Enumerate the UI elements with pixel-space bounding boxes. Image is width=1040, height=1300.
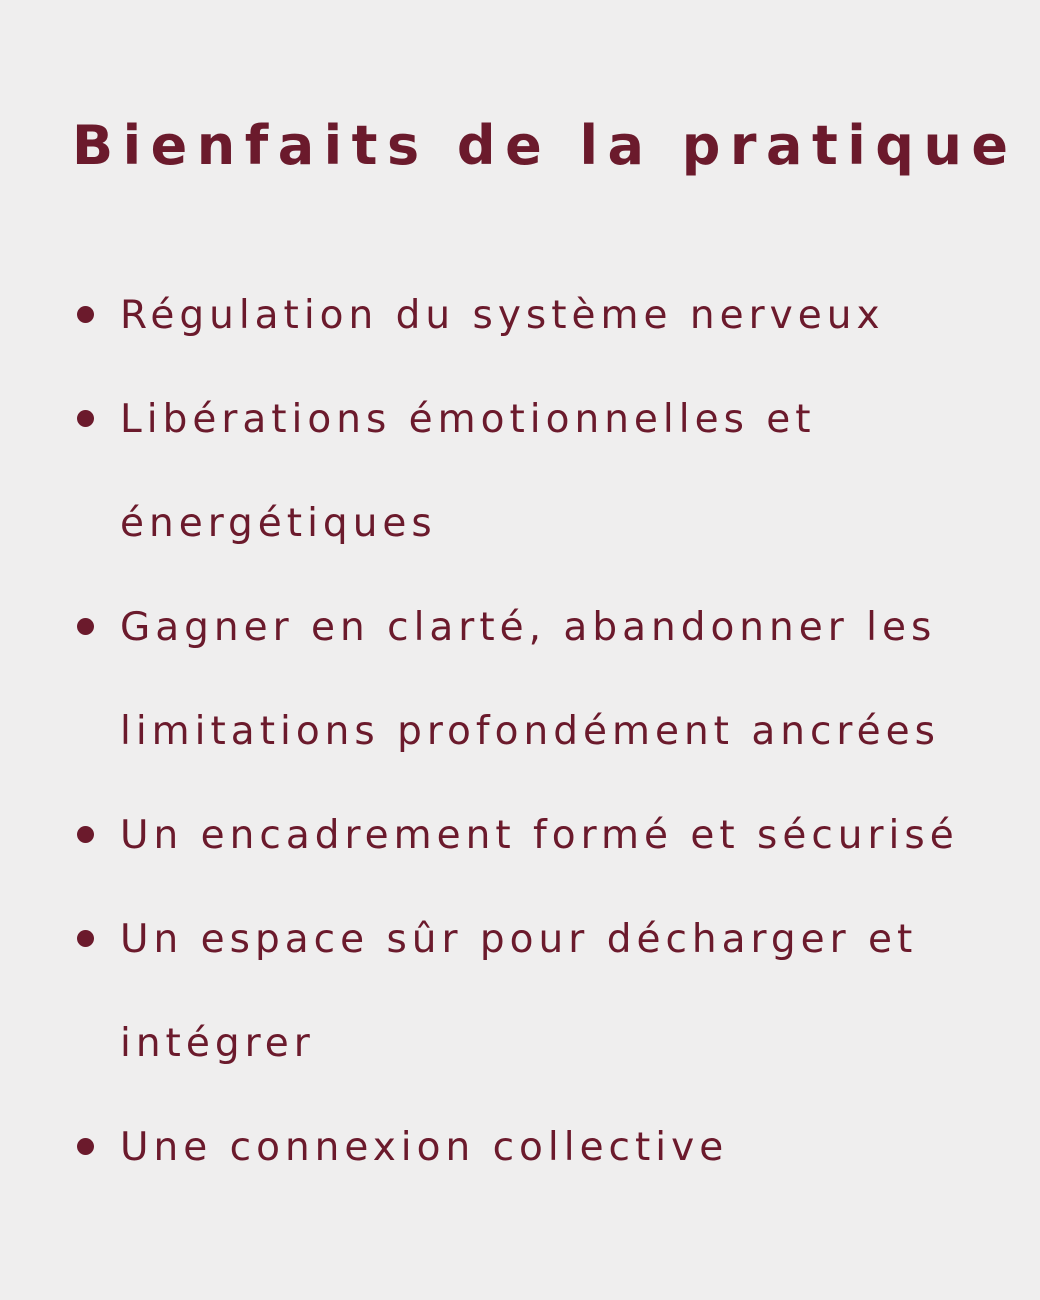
- list-item: [72, 784, 1002, 888]
- benefit-text: Libérations émotionnelles et énergétiques: [120, 397, 816, 546]
- benefit-text: Gagner en clarté, abandonner les limitations profondément ancrées: [120, 605, 940, 754]
- bullet-dot-icon: [77, 618, 94, 635]
- benefit-text: Régulation du système nerveux: [120, 293, 885, 338]
- bullet-dot-icon: [77, 930, 94, 947]
- bullet-dot-icon: [77, 410, 94, 427]
- bullet-dot-icon: [77, 1138, 94, 1155]
- bullet-dot-icon: [77, 306, 94, 323]
- list-item: [72, 1096, 1002, 1200]
- benefit-text: Une connexion collective: [120, 1125, 729, 1170]
- bullet-dot-icon: [77, 826, 94, 843]
- list-item: [72, 368, 1002, 576]
- list-item: [72, 888, 1002, 1096]
- list-item: [72, 264, 1002, 368]
- benefit-text: Un encadrement formé et sécurisé: [120, 813, 959, 858]
- benefit-text: Un espace sûr pour décharger et intégrer: [120, 917, 918, 1066]
- benefits-list: [72, 264, 1002, 1200]
- list-item: [72, 576, 1002, 784]
- page-title: Bienfaits de la pratique: [72, 114, 1018, 177]
